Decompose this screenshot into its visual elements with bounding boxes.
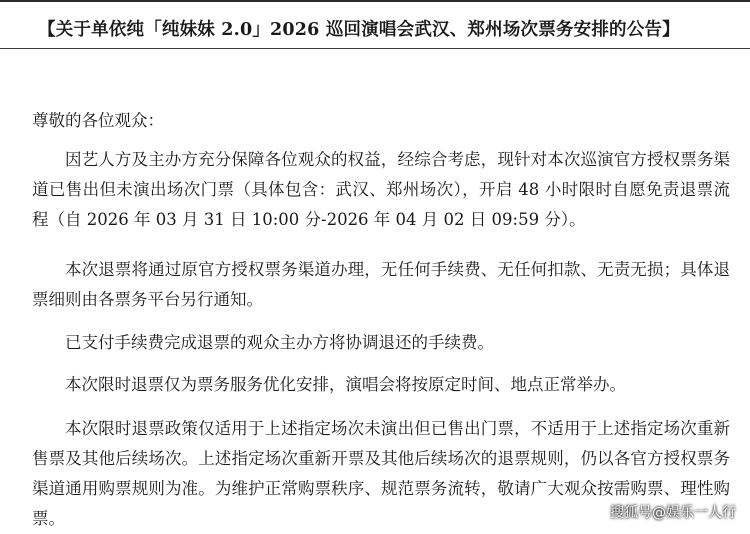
paragraph-fee-return: 已支付手续费完成退票的观众主办方将协调退还的手续费。 [65, 333, 494, 352]
source-watermark: 搜狐号@娱乐一人行 [610, 505, 736, 521]
announcement-title: 【关于单依纯「纯妹妹 2.0」2026 巡回演唱会武汉、郑州场次票务安排的公告】 [38, 20, 680, 40]
paragraph-concert-schedule: 本次限时退票仅为票务服务优化安排，演唱会将按原定时间、地点正常举办。 [65, 375, 626, 394]
paragraph-policy-scope: 本次限时退票政策仅适用于上述指定场次未演出但已售出门票，不适用于上述指定场次重新售票及其他后续场次。上述指定场次重新开票及其他后续场次的退票规则，仍以各官方授权票务渠道通用购票规则为准。为维护正常购票秩序、规范票务流转，敬请广大观众按需购票、理性购票。 [32, 419, 730, 528]
salutation: 尊敬的各位观众： [32, 111, 164, 130]
paragraph-refund-channel: 本次退票将通过原官方授权票务渠道办理，无任何手续费、无任何扣款、无责无损；具体退票细则由各票务平台另行通知。 [32, 260, 730, 309]
title-divider [0, 48, 750, 49]
paragraph-refund-window: 因艺人方及主办方充分保障各位观众的权益，经综合考虑，现针对本次巡演官方授权票务渠道已售出但未演出场次门票（具体包含：武汉、郑州场次），开启 48 小时限时自愿免责退票流程（自 2026 年 03 月 31 日 10:00 分-2026 年 04 月 02 日 09:59 分）。 [32, 150, 730, 229]
